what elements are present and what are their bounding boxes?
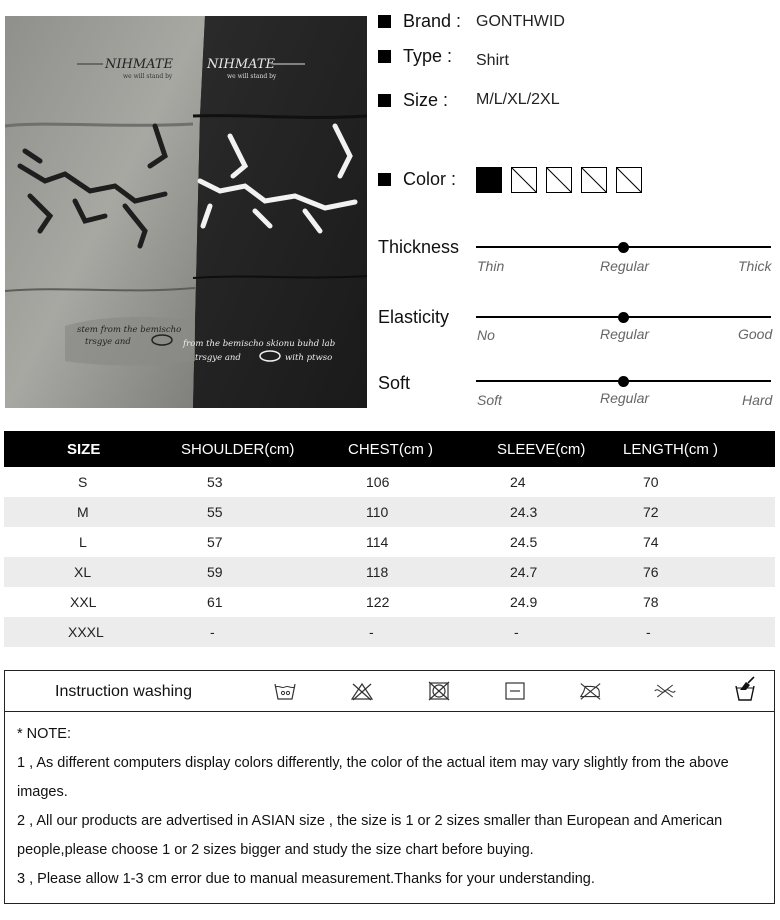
note-line-2b: people,please choose 1 or 2 sizes bigger and study the size chart before buying. bbox=[17, 842, 534, 858]
soft-indicator bbox=[618, 376, 629, 387]
washing-notes-box bbox=[4, 670, 775, 904]
elasticity-label: Elasticity bbox=[378, 307, 450, 327]
washing-header bbox=[5, 671, 774, 712]
cell-size: M bbox=[4, 497, 179, 527]
soft-tick-high: Hard bbox=[742, 392, 773, 408]
thickness-tick-low: Thin bbox=[477, 258, 505, 274]
slash-icon bbox=[547, 168, 571, 192]
cell-shoulder: 59 bbox=[179, 557, 348, 587]
header-chest: CHEST(cm ) bbox=[348, 431, 493, 467]
table-header-row bbox=[4, 431, 775, 467]
do-not-dry-clean-icon bbox=[653, 680, 677, 702]
tag-right: we will stand by bbox=[227, 73, 277, 80]
table-row bbox=[4, 587, 775, 617]
cell-sleeve: 24.5 bbox=[510, 534, 538, 550]
thickness-label: Thickness bbox=[378, 237, 460, 257]
header-sleeve: SLEEVE(cm) bbox=[493, 431, 623, 467]
cell-shoulder: 55 bbox=[179, 497, 348, 527]
cell-length: 74 bbox=[643, 534, 659, 550]
cell-length: - bbox=[623, 617, 775, 647]
cell-size: L bbox=[79, 534, 87, 550]
note-line-2a: 2 , All our products are advertised in ASIAN size , the size is 1 or 2 sizes smaller than European and American bbox=[17, 813, 723, 829]
cell-shoulder: 61 bbox=[207, 594, 223, 610]
washing-title: Instruction washing bbox=[55, 683, 192, 700]
spec-type bbox=[378, 46, 452, 67]
swatch-unavailable[interactable] bbox=[511, 167, 537, 193]
brand-label: Brand : bbox=[403, 11, 462, 31]
logo-right: NIHMATE bbox=[207, 57, 275, 72]
cell-length: 72 bbox=[623, 497, 775, 527]
color-label: Color : bbox=[403, 169, 457, 189]
script-left-1: stem from the bemischo bbox=[77, 325, 182, 335]
header-size: SIZE bbox=[4, 431, 179, 467]
swatch-black[interactable] bbox=[476, 167, 502, 193]
soft-tick-mid: Regular bbox=[600, 390, 650, 406]
do-not-bleach-icon bbox=[350, 680, 374, 702]
cell-length: 76 bbox=[623, 557, 775, 587]
bullet-square-icon bbox=[378, 173, 391, 186]
table-row bbox=[4, 617, 775, 647]
cell-shoulder: 57 bbox=[207, 534, 223, 550]
cell-chest: - bbox=[348, 617, 493, 647]
cell-chest: 118 bbox=[348, 557, 493, 587]
note-header: * NOTE: bbox=[17, 726, 71, 742]
header-shoulder: SHOULDER(cm) bbox=[179, 431, 348, 467]
cell-chest: 114 bbox=[366, 534, 389, 550]
cell-sleeve: 24.9 bbox=[510, 594, 538, 610]
cell-sleeve: 24.3 bbox=[493, 497, 623, 527]
slash-icon bbox=[512, 168, 536, 192]
product-photo bbox=[5, 16, 367, 408]
size-value: M/L/XL/2XL bbox=[476, 91, 560, 108]
table-row bbox=[4, 527, 775, 557]
soft-label: Soft bbox=[378, 373, 411, 393]
bullet-square-icon bbox=[378, 94, 391, 107]
script-right-2: trsgye and bbox=[195, 353, 241, 363]
cell-length: 78 bbox=[643, 594, 659, 610]
cell-shoulder: - bbox=[179, 617, 348, 647]
type-value: Shirt bbox=[476, 52, 509, 69]
cell-size: XXL bbox=[70, 594, 97, 610]
cell-sleeve: - bbox=[493, 617, 623, 647]
cell-sleeve: 24.7 bbox=[493, 557, 623, 587]
note-line-3: 3 , Please allow 1-3 cm error due to manual measurement.Thanks for your understanding. bbox=[17, 871, 595, 887]
slash-icon bbox=[617, 168, 641, 192]
elasticity-tick-high: Good bbox=[738, 326, 773, 342]
cell-chest: 122 bbox=[366, 594, 390, 610]
slash-icon bbox=[582, 168, 606, 192]
thickness-indicator bbox=[618, 242, 629, 253]
cell-size: XXXL bbox=[4, 617, 179, 647]
elasticity-tick-mid: Regular bbox=[600, 326, 650, 342]
elasticity-tick-low: No bbox=[477, 327, 495, 343]
spec-brand bbox=[378, 11, 461, 32]
tag-left: we will stand by bbox=[123, 73, 173, 80]
elasticity-indicator bbox=[618, 312, 629, 323]
cell-shoulder: 53 bbox=[207, 474, 223, 490]
do-not-iron-icon bbox=[578, 680, 602, 702]
spec-color bbox=[378, 169, 456, 190]
do-not-wring-icon bbox=[732, 676, 758, 704]
table-row bbox=[4, 467, 775, 497]
note-line-1a: 1 , As different computers display colors differently, the color of the actual item may vary slightly from the above bbox=[17, 755, 729, 771]
hand-wash-icon bbox=[273, 680, 297, 702]
header-length: LENGTH(cm ) bbox=[623, 431, 775, 467]
logo-left: NIHMATE bbox=[105, 57, 173, 72]
size-label: Size : bbox=[403, 90, 449, 110]
script-left-2: trsgye and bbox=[85, 337, 131, 347]
note-line-1b: images. bbox=[17, 784, 68, 800]
cell-size: XL bbox=[4, 557, 179, 587]
brand-value: GONTHWID bbox=[476, 13, 565, 30]
swatch-unavailable[interactable] bbox=[616, 167, 642, 193]
spec-size bbox=[378, 90, 448, 111]
soft-tick-low: Soft bbox=[477, 392, 502, 408]
cell-chest: 110 bbox=[348, 497, 493, 527]
thickness-tick-high: Thick bbox=[738, 258, 772, 274]
bullet-square-icon bbox=[378, 15, 391, 28]
cell-sleeve: 24 bbox=[510, 474, 526, 490]
cell-length: 70 bbox=[643, 474, 659, 490]
script-right-1: from the bemischo skionu buhd lab bbox=[183, 339, 336, 349]
swatch-unavailable[interactable] bbox=[546, 167, 572, 193]
table-row bbox=[4, 557, 775, 587]
do-not-tumble-dry-icon bbox=[427, 680, 451, 702]
thickness-tick-mid: Regular bbox=[600, 258, 650, 274]
size-chart-table bbox=[4, 431, 775, 647]
cell-size: S bbox=[78, 474, 88, 490]
swatch-unavailable[interactable] bbox=[581, 167, 607, 193]
script-right-3: with ptwso bbox=[285, 353, 333, 363]
type-label: Type : bbox=[403, 46, 453, 66]
line-dry-icon bbox=[503, 680, 527, 702]
bullet-square-icon bbox=[378, 50, 391, 63]
table-row bbox=[4, 497, 775, 527]
cell-chest: 106 bbox=[366, 474, 390, 490]
